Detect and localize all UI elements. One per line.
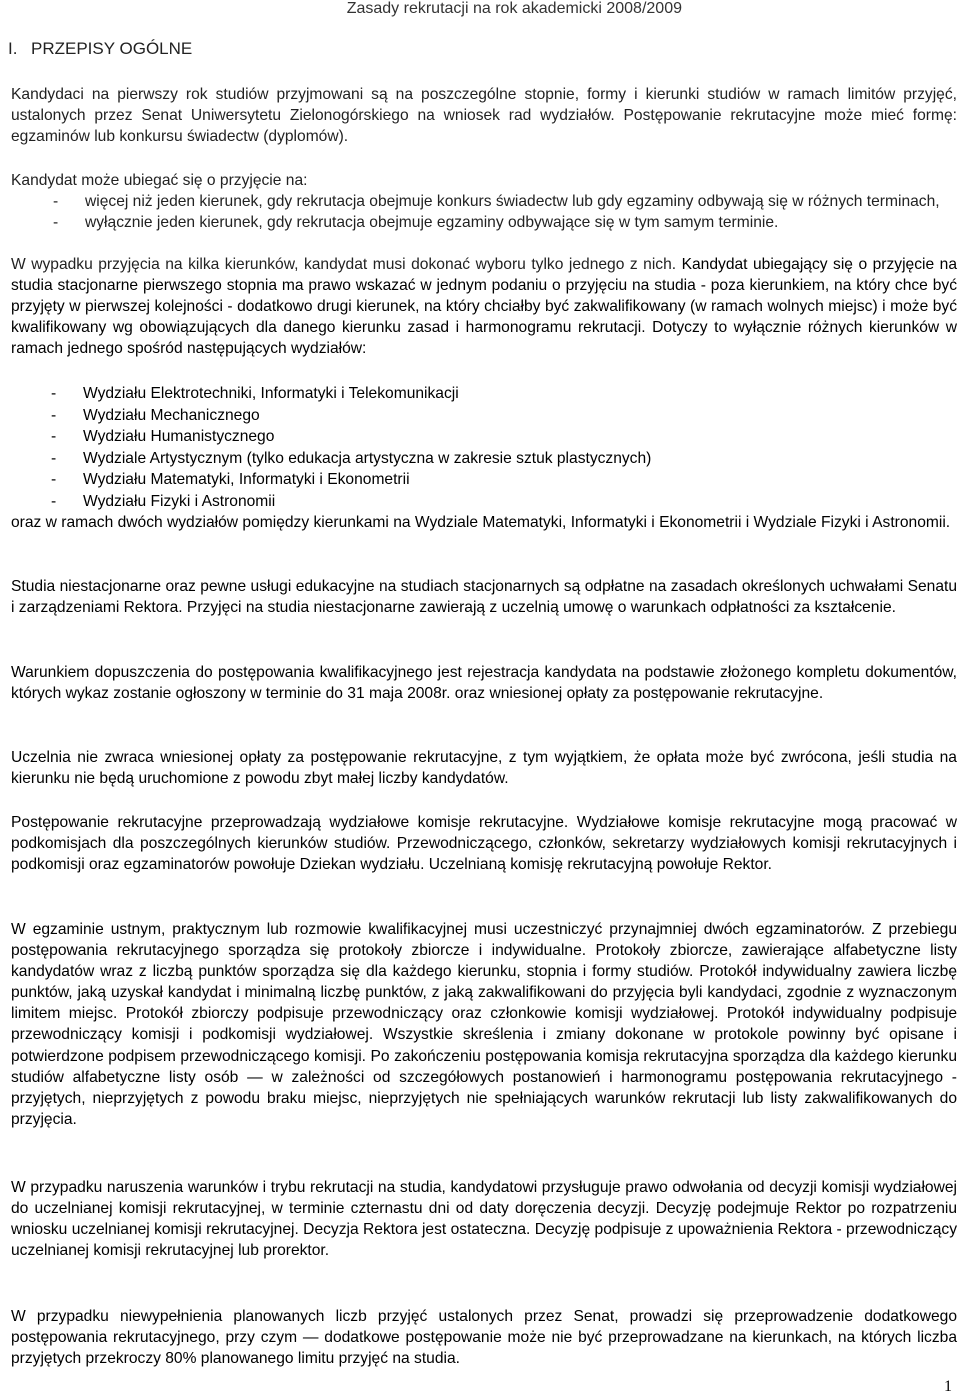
faculties-list bbox=[11, 383, 957, 513]
list-marker: - bbox=[51, 449, 57, 467]
list-item bbox=[11, 405, 957, 427]
paragraph-protocols: W egzaminie ustnym, praktycznym lub rozmowie kwalifikacyjnej musi uczestniczyć przynajmniej dwóch egzaminatorów. Z przebiegu postępowania rekrutacyjnego sporządza się protokoły zbiorcze i indywidualne. Protokoły zbiorcze, zawierające alfabetyczne listy kandydatów wraz z liczbą punktów sporządza się dla każdego kierunku, stopnia i formy studiów. Protokół indywidualny zawiera liczbę punktów, jaką uzyskał kandydat i minimalną liczbę punktów, z jaką zakwalifikowani do przyjęcia byli kandydaci, zgodnie z wyznaczonym limitem miejsc. Protokół zbiorczy podpisuje przewodniczący oraz członkowie komisji wydziałowej. Protokół indywidualny podpisuje przewodniczący komisji i podkomisji wydziałowej. Wszystkie skreślenia i zmiany dokonane w protokole powinny być opisane i potwierdzone podpisem przewodniczącego komisji. Po zakończeniu postępowania komisja rekrutacyjna sporządza dla każdego kierunku studiów alfabetyczne listy osób — w zależności od szczegółowych postanowień i harmonogramu postępowania rekrutacyjnego - przyjętych, nieprzyjętych z powodu braku miejsc, nieprzyjętych nie spełniających warunków rekrutacji lub listy zakwalifikowanych do przyjęcia. bbox=[11, 921, 957, 1128]
list-item bbox=[11, 448, 957, 470]
section-heading bbox=[8, 38, 192, 60]
paragraph-registration: Warunkiem dopuszczenia do postępowania kwalifikacyjnego jest rejestracja kandydata na podstawie złożonego kompletu dokumentów, których wykaz zostanie ogłoszony w terminie do 31 maja 2008r. oraz wniesionej opłaty za postępowanie rekrutacyjne. bbox=[11, 664, 957, 703]
section-title: PRZEPISY OGÓLNE bbox=[31, 39, 193, 58]
paragraph-paid-studies: Studia niestacjonarne oraz pewne usługi edukacyjne na studiach stacjonarnych są odpłatne na zasadach określonych uchwałami Senatu i zarządzeniami Rektora. Przyjęci na studia niestacjonarne zawierają z uczelnią umowę o warunkach odpłatności za kształcenie. bbox=[11, 578, 957, 617]
list-marker: - bbox=[51, 471, 57, 489]
paragraph-apply-intro: Kandydat może ubiegać się o przyjęcie na: bbox=[11, 172, 308, 189]
list-item-text: Wydziału Mechanicznego bbox=[83, 406, 260, 424]
list-item bbox=[11, 426, 957, 448]
paragraph-appeal: W przypadku naruszenia warunków i trybu rekrutacji na studia, kandydatowi przysługuje prawo odwołania od decyzji komisji wydziałowej do uczelnianej komisji rekrutacyjnej, w terminie czternastu dni od daty doręczenia decyzji. Decyzję podejmuje Rektor po rozpatrzeniu wniosku uczelnianej komisji rekrutacyjnej. Decyzja Rektora jest ostateczna. Decyzję podpisuje z upoważnienia Rektora - przewodniczący uczelnianej komisji rekrutacyjnej lub prorektor. bbox=[11, 1179, 957, 1260]
list-item bbox=[11, 491, 957, 513]
document-title: Zasady rekrutacji na rok akademicki 2008/2009 bbox=[346, 0, 682, 17]
list-item-text: Wydziału Fizyki i Astronomii bbox=[83, 492, 276, 510]
list-item bbox=[11, 191, 957, 212]
section-number: I. bbox=[8, 39, 18, 58]
list-item-text: Wydziale Artystycznym (tylko edukacja artystyczna w zakresie sztuk plastycznych) bbox=[83, 449, 652, 467]
paragraph-candidates: Kandydaci na pierwszy rok studiów przyjmowani są na poszczególne stopnie, formy i kierunki studiów w ramach limitów przyjęć, ustalonych przez Senat Uniwersytetu Zielonogórskiego na wniosek rad wydziałów. Postępowanie rekrutacyjne może mieć formę: egzaminów lub konkursu świadectw (dyplomów). bbox=[11, 86, 957, 146]
list-marker: - bbox=[51, 492, 57, 510]
list-marker: - bbox=[51, 406, 57, 424]
list-item-text: więcej niż jeden kierunek, gdy rekrutacja obejmuje konkurs świadectw lub gdy egzaminy odbywają się w różnych terminach, bbox=[85, 193, 940, 210]
paragraph-committees: Postępowanie rekrutacyjne przeprowadzają wydziałowe komisje rekrutacyjne. Wydziałowe komisje rekrutacyjne mogą pracować w podkomisjach dla poszczególnych kierunków studiów. Przewodniczącego, członków, sekretarzy wydziałowych komisji rekrutacyjnych i podkomisji oraz egzaminatorów powołuje Dziekan wydziału. Uczelnianą komisję rekrutacyjną powołuje Rektor. bbox=[11, 814, 957, 874]
paragraph-multiple-admission bbox=[11, 254, 957, 359]
list-item bbox=[11, 212, 957, 233]
paragraph-additional-recruitment: W przypadku niewypełnienia planowanych liczb przyjęć ustalonych przez Senat, prowadzi się przeprowadzenie dodatkowego postępowania rekrutacyjnego, przy czym — dodatkowe postępowanie może nie być przeprowadzane na kierunkach, na których liczba przyjętych przekroczy 80% planowanego limitu przyjęć na studia. bbox=[11, 1308, 957, 1368]
paragraph-multiple-admission-b: Kandydat ubiegający się o przyjęcie na studia stacjonarne pierwszego stopnia ma prawo wskazać w jednym podaniu o przyjęciu na studia - poza kierunkiem, na który chce być przyjęty w pierwszej kolejności - dodatkowo drugi kierunek, na który chciałby być zakwalifikowany (w ramach wolnych miejsc) i może być kwalifikowany wg obowiązujących dla danego kierunku zasad i harmonogramu rekrutacji. Dotyczy to wyłącznie różnych kierunków w ramach jednego spośród następujących wydziałów: bbox=[11, 256, 957, 358]
list-item-text: Wydziału Elektrotechniki, Informatyki i Telekomunikacji bbox=[83, 385, 459, 402]
list-item-text: wyłącznie jeden kierunek, gdy rekrutacja obejmuje egzaminy odbywające się w tym samym terminie. bbox=[85, 214, 779, 232]
list-item bbox=[11, 469, 957, 491]
list-item-text: Wydziału Matematyki, Informatyki i Ekonometrii bbox=[83, 471, 410, 489]
paragraph-fee-refund: Uczelnia nie zwraca wniesionej opłaty za postępowanie rekrutacyjne, z tym wyjątkiem, że opłata może być zwrócona, jeśli studia na kierunku nie będą uruchomione z powodu zbyt małej liczby kandydatów. bbox=[11, 749, 957, 788]
paragraph-multiple-admission-a: W wypadku przyjęcia na kilka kierunków, kandydat musi dokonać wyboru tylko jednego z nich. bbox=[11, 256, 677, 273]
apply-options-list bbox=[11, 191, 957, 233]
list-marker: - bbox=[53, 193, 59, 210]
list-item bbox=[11, 383, 957, 405]
list-marker: - bbox=[53, 214, 59, 232]
page-number: 1 bbox=[944, 1378, 952, 1395]
list-marker: - bbox=[51, 428, 57, 446]
list-item-text: Wydziału Humanistycznego bbox=[83, 428, 275, 446]
list-marker: - bbox=[51, 385, 57, 402]
paragraph-two-faculties: oraz w ramach dwóch wydziałów pomiędzy kierunkami na Wydziale Matematyki, Informatyki i Ekonometrii i Wydziale Fizyki i Astronomii. bbox=[11, 514, 951, 531]
